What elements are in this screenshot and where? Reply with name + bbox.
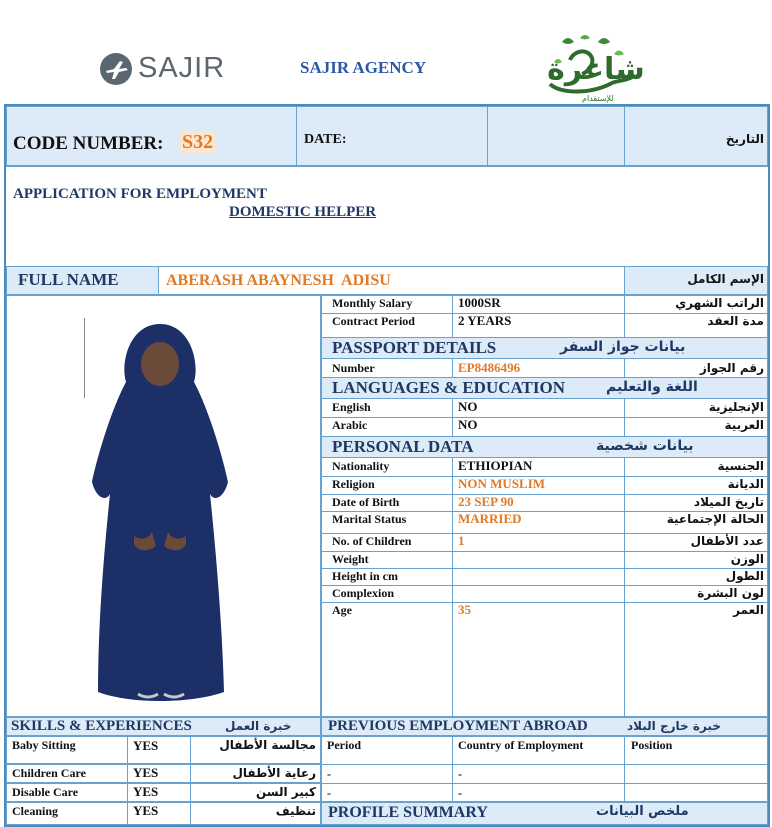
code-number-value: S32: [182, 131, 214, 153]
children-value: 1: [458, 533, 465, 548]
application-title: APPLICATION FOR EMPLOYMENT: [13, 186, 267, 202]
passport-number-value: EP8486496: [458, 360, 521, 375]
religion-label: Religion: [332, 477, 375, 491]
passport-title-ar: بيانات جواز السفر: [560, 339, 686, 355]
height-label-ar: الطول: [725, 569, 764, 583]
date-label-ar: التاريخ: [725, 132, 764, 146]
date-of-birth-label-ar: تاريخ الميلاد: [693, 495, 764, 509]
profile-summary-title: PROFILE SUMMARY: [328, 804, 488, 821]
age-label: Age: [332, 603, 352, 617]
children-label-ar: عدد الأطفال: [690, 534, 764, 548]
languages-title-ar: اللغة والتعليم: [606, 379, 698, 395]
marital-status-label-ar: الحالة الإجتماعية: [666, 512, 764, 526]
passport-number-label: Number: [332, 361, 375, 375]
cleaning-value: YES: [133, 803, 159, 818]
nationality-label-ar: الجنسية: [717, 459, 764, 473]
disable-care-label: Disable Care: [12, 785, 79, 799]
disable-care-value: YES: [133, 784, 159, 799]
sajir-logo-text: SAJIR: [138, 52, 226, 84]
shaira-logo-sub: للإستقدام: [582, 94, 614, 103]
baby-sitting-label-ar: مجالسة الأطفال: [219, 738, 316, 752]
religion-label-ar: الديانة: [727, 477, 764, 491]
complexion-label: Complexion: [332, 586, 395, 600]
applicant-photo: [90, 322, 230, 707]
marital-status-value: MARRIED: [458, 511, 522, 526]
english-label-ar: الإنجليزية: [708, 400, 764, 414]
full-name-label-ar: الإسم الكامل: [687, 272, 764, 286]
monthly-salary-value: 1000SR: [458, 295, 501, 310]
skills-title-ar: خبرة العمل: [225, 719, 292, 733]
application-subtitle: DOMESTIC HELPER: [229, 204, 377, 220]
children-care-label: Children Care: [12, 766, 86, 780]
passport-number-label-ar: رقم الجواز: [699, 361, 764, 375]
baby-sitting-value: YES: [133, 738, 159, 753]
date-of-birth-label: Date of Birth: [332, 495, 400, 509]
agency-title: SAJIR AGENCY: [300, 58, 427, 77]
airplane-icon: [100, 53, 132, 85]
english-value: NO: [458, 399, 478, 414]
cleaning-label-ar: تنظيف: [275, 804, 316, 818]
shaira-logo-ar: شاعرة: [547, 52, 645, 87]
sajir-logo: [100, 50, 230, 88]
nationality-value: ETHIOPIAN: [458, 458, 533, 473]
height-label: Height in cm: [332, 569, 398, 583]
prev-row-country-2: -: [458, 786, 462, 800]
full-name-value: ABERASH ABAYNESH ADISU: [166, 272, 391, 289]
arabic-value: NO: [458, 417, 478, 432]
col-period: Period: [327, 738, 361, 752]
age-label-ar: العمر: [733, 603, 764, 617]
languages-title: LANGUAGES & EDUCATION: [332, 378, 565, 397]
nationality-label: Nationality: [332, 459, 390, 473]
english-label: English: [332, 400, 371, 414]
personal-data-title: PERSONAL DATA: [332, 437, 474, 456]
contract-period-value: 2 YEARS: [458, 313, 512, 328]
code-number-label: CODE NUMBER:: [13, 133, 164, 154]
prev-employment-title: PREVIOUS EMPLOYMENT ABROAD: [328, 718, 588, 734]
personal-data-title-ar: بيانات شخصية: [596, 438, 694, 454]
disable-care-label-ar: كبير السن: [255, 785, 316, 799]
date-of-birth-value: 23 SEP 90: [458, 494, 514, 509]
cleaning-label: Cleaning: [12, 804, 59, 818]
col-position: Position: [631, 738, 673, 752]
monthly-salary-label: Monthly Salary: [332, 296, 413, 310]
age-value: 35: [458, 602, 471, 617]
skills-title: SKILLS & EXPERIENCES: [11, 718, 192, 734]
arabic-label-ar: العربية: [724, 418, 764, 432]
children-care-label-ar: رعاية الأطفال: [232, 766, 316, 780]
complexion-label-ar: لون البشرة: [697, 586, 764, 600]
contract-period-label-ar: مدة العقد: [707, 314, 764, 328]
shaira-logo: [540, 32, 650, 108]
prev-row-country: -: [458, 767, 462, 781]
weight-label: Weight: [332, 552, 369, 566]
baby-sitting-label: Baby Sitting: [12, 738, 76, 752]
children-label: No. of Children: [332, 534, 412, 548]
contract-period-label: Contract Period: [332, 314, 415, 328]
prev-row-period-2: -: [327, 786, 331, 800]
arabic-label: Arabic: [332, 418, 368, 432]
profile-summary-title-ar: ملخص البيانات: [596, 804, 689, 819]
weight-label-ar: الوزن: [730, 552, 764, 566]
full-name-label: FULL NAME: [18, 270, 119, 289]
marital-status-label: Marital Status: [332, 512, 407, 526]
religion-value: NON MUSLIM: [458, 476, 546, 491]
children-care-value: YES: [133, 765, 159, 780]
date-label: DATE:: [304, 132, 347, 147]
col-country: Country of Employment: [458, 738, 584, 752]
passport-title: PASSPORT DETAILS: [332, 338, 497, 357]
monthly-salary-label-ar: الراتب الشهري: [675, 296, 764, 310]
prev-row-period: -: [327, 767, 331, 781]
prev-employment-title-ar: خبرة خارج البلاد: [627, 719, 721, 733]
